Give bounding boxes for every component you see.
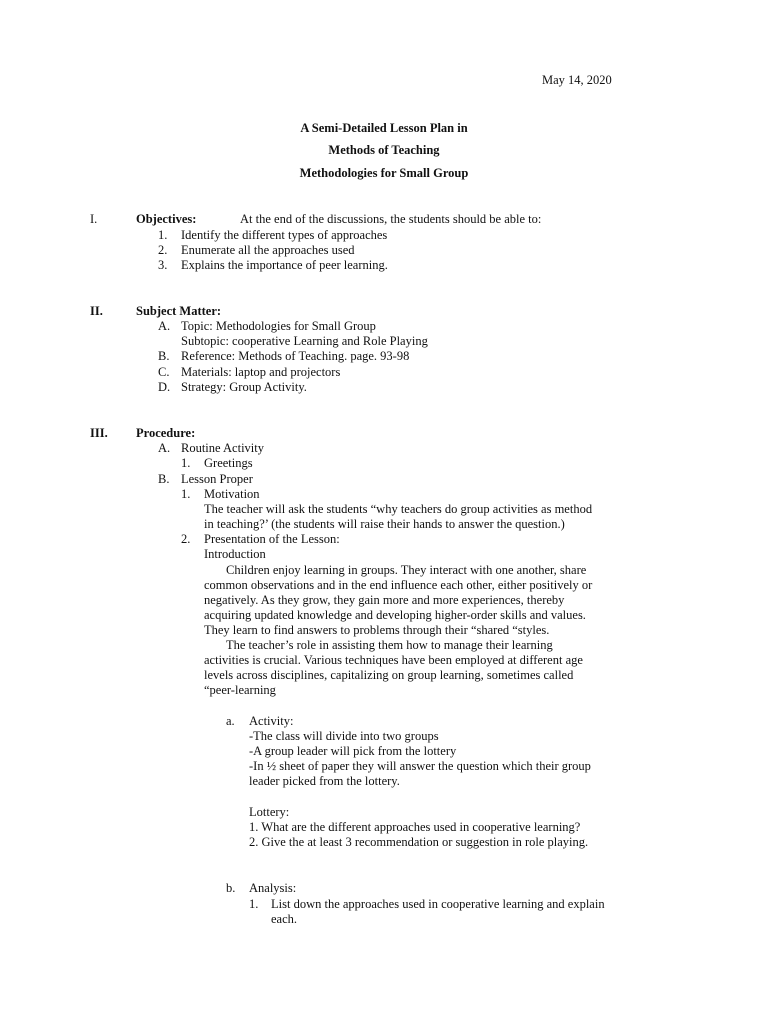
subject-letter: A. (158, 319, 171, 333)
paragraph-line: Children enjoy learning in groups. They interact with one another, share (226, 563, 587, 577)
subject-letter: B. (158, 349, 170, 363)
procedure-item: Lesson Proper (181, 472, 253, 486)
motivation-text: in teaching?’ (the students will raise their hands to answer the question.) (204, 517, 565, 531)
lottery-question: 1. What are the different approaches used in cooperative learning? (249, 820, 581, 834)
procedure-subitem: Motivation (204, 487, 260, 501)
procedure-subitem: Presentation of the Lesson: (204, 532, 340, 546)
paragraph-line: activities is crucial. Various techniques have been employed at different age (204, 653, 583, 667)
motivation-text: The teacher will ask the students “why teachers do group activities as method (204, 502, 593, 516)
procedure-subnumber: 1. (181, 456, 191, 470)
activity-letter: a. (226, 714, 235, 728)
procedure-subnumber: 1. (181, 487, 191, 501)
section-numeral-subject-matter: II. (90, 304, 103, 318)
activity-line: leader picked from the lottery. (249, 774, 400, 788)
paragraph-line: They learn to find answers to problems through their “shared “styles. (204, 623, 550, 637)
objective-item: Explains the importance of peer learning. (181, 258, 388, 272)
section-numeral-procedure: III. (90, 426, 108, 440)
objective-number: 3. (158, 258, 168, 272)
document-date: May 14, 2020 (542, 73, 612, 87)
analysis-item-line: List down the approaches used in cooperative learning and explain (271, 897, 605, 911)
introduction-heading: Introduction (204, 547, 266, 561)
analysis-number: 1. (249, 897, 259, 911)
analysis-letter: b. (226, 881, 236, 895)
subject-item: Subtopic: cooperative Learning and Role Playing (181, 334, 428, 348)
activity-heading: Activity: (249, 714, 294, 728)
paragraph-line: “peer-learning (204, 683, 276, 697)
objective-number: 1. (158, 228, 168, 242)
subject-letter: C. (158, 365, 170, 379)
analysis-heading: Analysis: (249, 881, 297, 895)
subject-item: Strategy: Group Activity. (181, 380, 307, 394)
lottery-heading: Lottery: (249, 805, 290, 819)
analysis-item-line: each. (271, 912, 298, 926)
section-heading-objectives: Objectives: (136, 212, 197, 226)
objective-number: 2. (158, 243, 168, 257)
objective-item: Enumerate all the approaches used (181, 243, 355, 257)
objectives-intro: At the end of the discussions, the students should be able to: (240, 212, 542, 226)
title-line-1: A Semi-Detailed Lesson Plan in (300, 121, 468, 135)
procedure-subitem: Greetings (204, 456, 253, 470)
title-line-2: Methods of Teaching (328, 143, 440, 157)
title-line-3: Methodologies for Small Group (299, 166, 469, 180)
subject-item: Topic: Methodologies for Small Group (181, 319, 376, 333)
paragraph-line: negatively. As they grow, they gain more and more experiences, thereby (204, 593, 565, 607)
procedure-subnumber: 2. (181, 532, 191, 546)
paragraph-line: acquiring updated knowledge and developing higher-order skills and values. (204, 608, 586, 622)
paragraph-line: levels across disciplines, capitalizing on group learning, sometimes called (204, 668, 574, 682)
subject-letter: D. (158, 380, 171, 394)
subject-item: Materials: laptop and projectors (181, 365, 341, 379)
paragraph-line: common observations and in the end influence each other, either positively or (204, 578, 593, 592)
procedure-item: Routine Activity (181, 441, 264, 455)
section-heading-procedure: Procedure: (136, 426, 196, 440)
objective-item: Identify the different types of approaches (181, 228, 388, 242)
section-heading-subject-matter: Subject Matter: (136, 304, 222, 318)
activity-line: -A group leader will pick from the lottery (249, 744, 457, 758)
section-numeral-objectives: I. (90, 212, 98, 226)
activity-line: -In ½ sheet of paper they will answer the question which their group (249, 759, 591, 773)
paragraph-line: The teacher’s role in assisting them how to manage their learning (226, 638, 553, 652)
procedure-letter: B. (158, 472, 170, 486)
lottery-question: 2. Give the at least 3 recommendation or suggestion in role playing. (249, 835, 589, 849)
activity-line: -The class will divide into two groups (249, 729, 439, 743)
procedure-letter: A. (158, 441, 171, 455)
subject-item: Reference: Methods of Teaching. page. 93-98 (181, 349, 410, 363)
